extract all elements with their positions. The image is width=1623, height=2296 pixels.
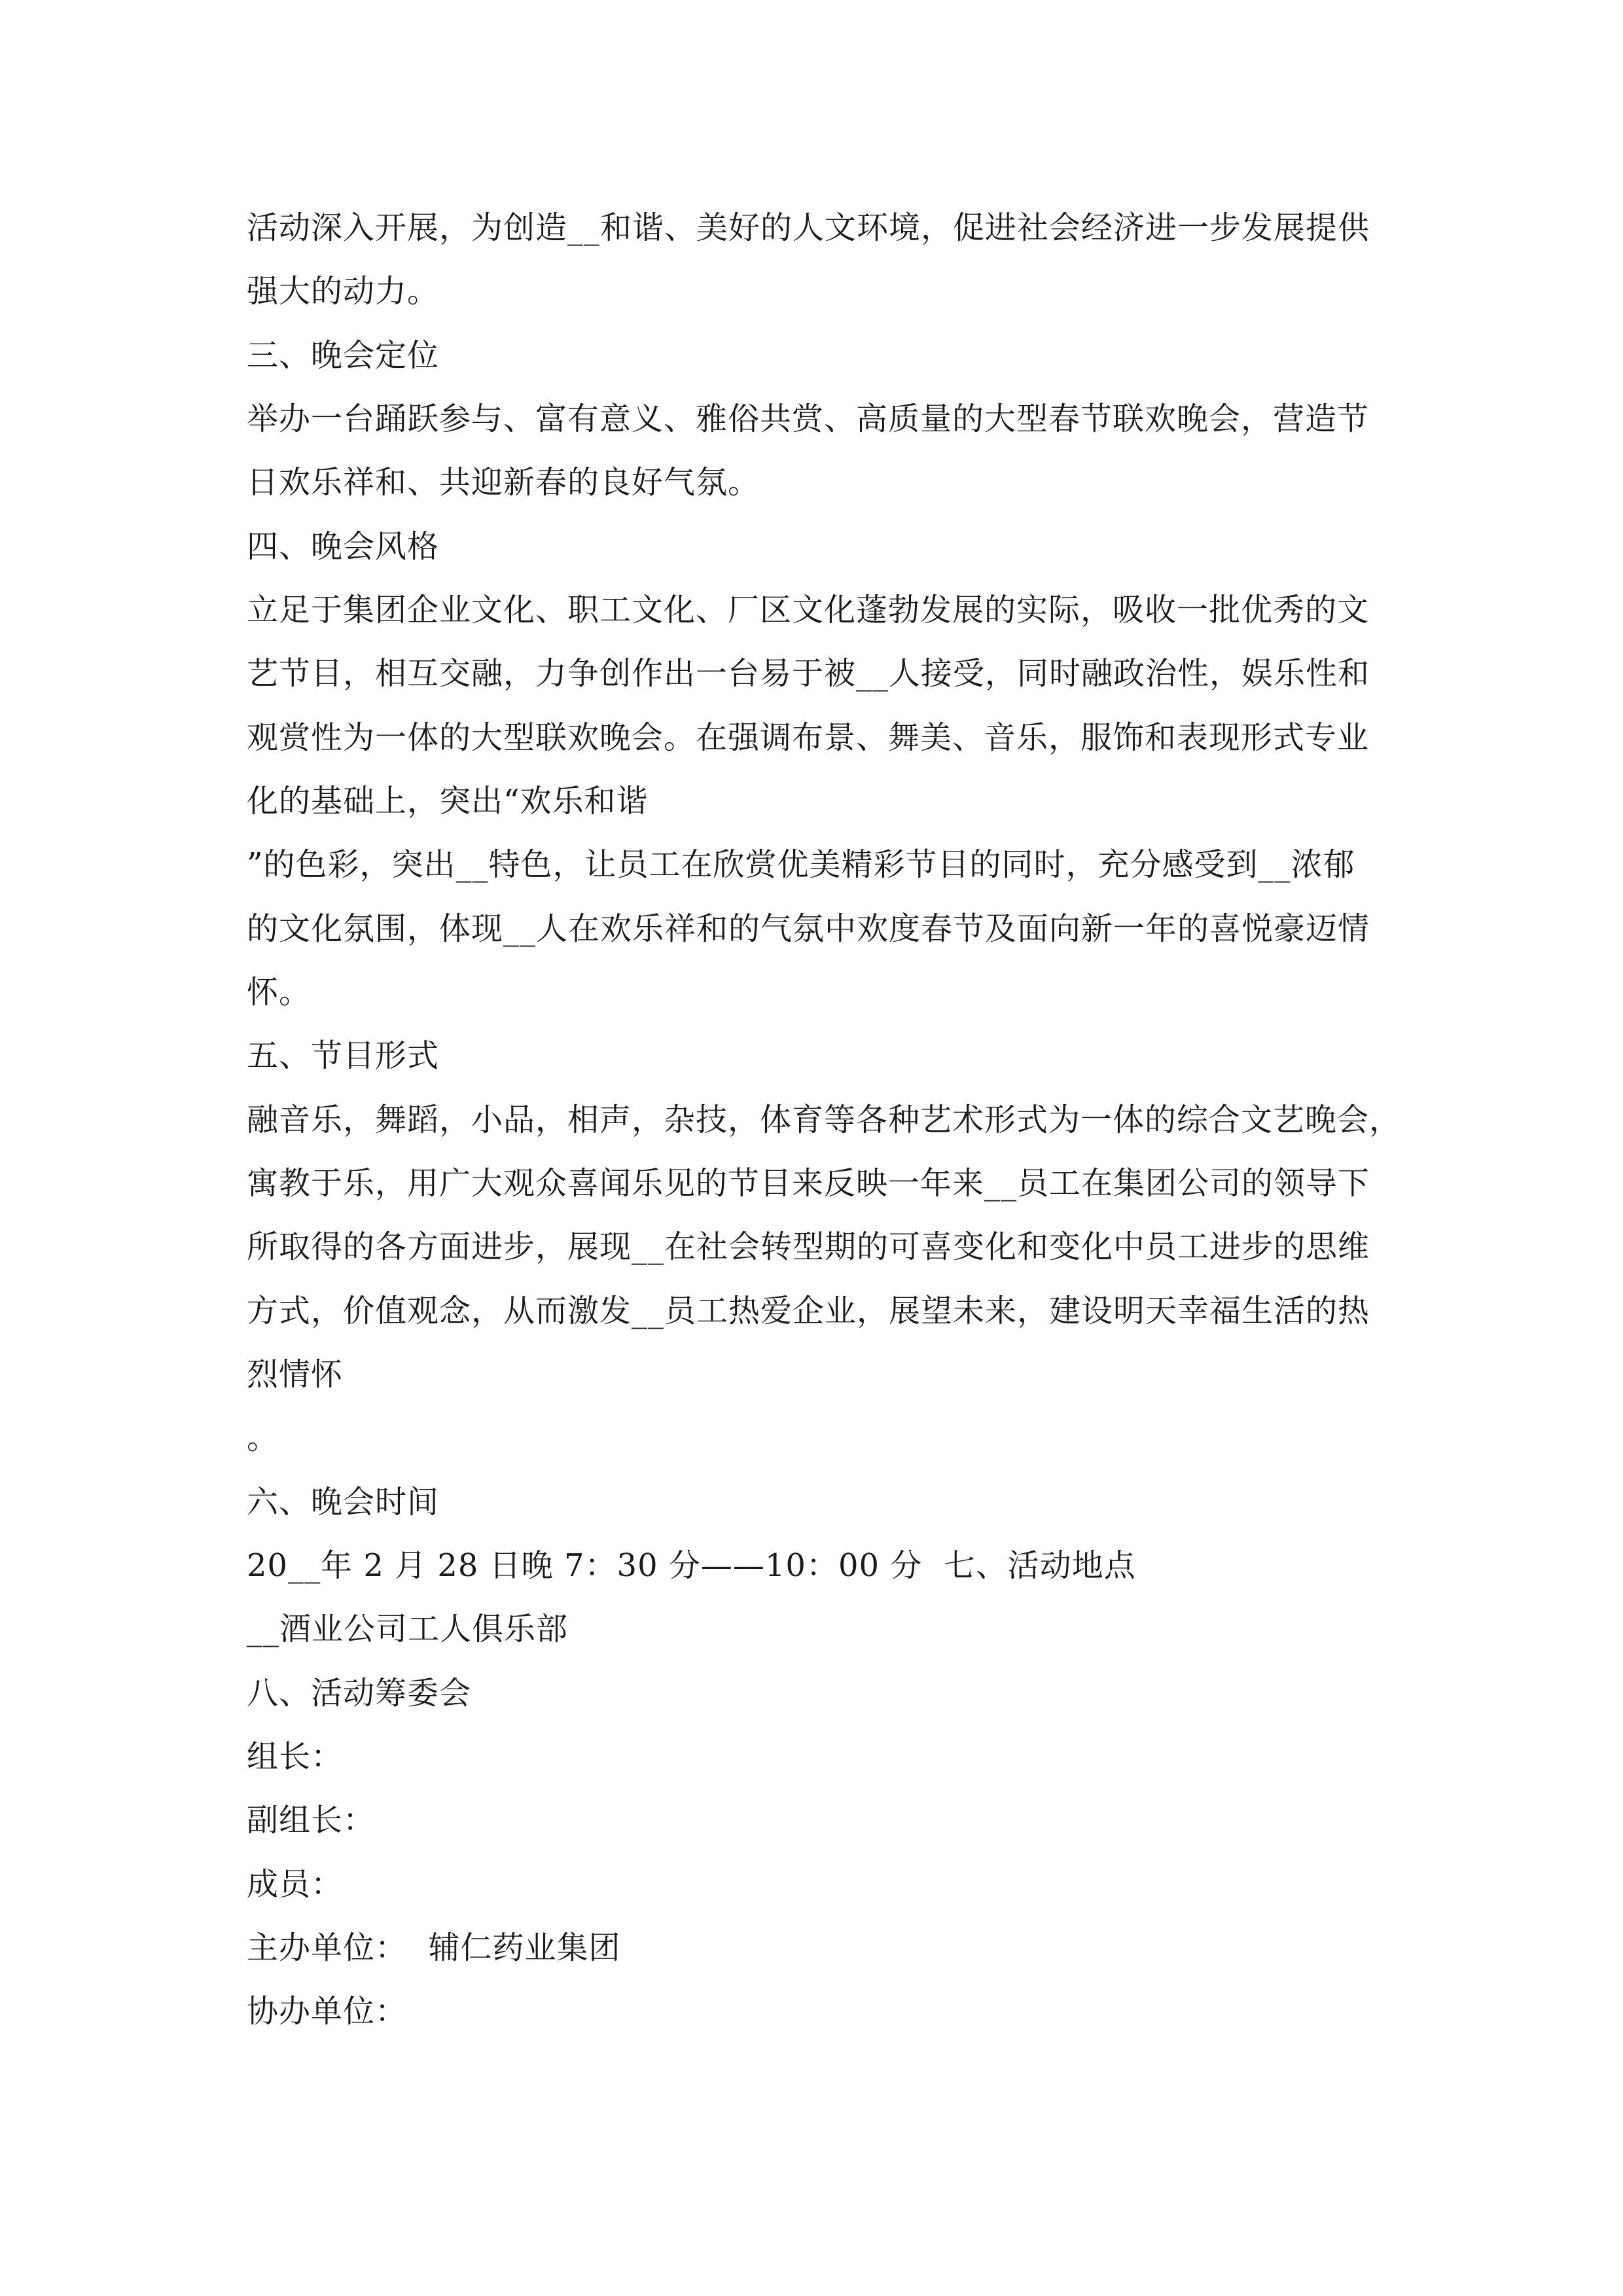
body-text-line: 烈情怀 — [247, 1356, 344, 1393]
field-label: 主办单位： 辅仁药业集团 — [247, 1929, 621, 1966]
section-heading: 五、节目形式 — [247, 1037, 440, 1074]
section-heading: 六、晚会时间 — [247, 1484, 440, 1520]
body-text-line: ”的色彩，突出__特色，让员工在欣赏优美精彩节目的同时，充分感受到__浓郁 — [247, 846, 1355, 883]
body-text-line: 立足于集团企业文化、职工文化、厂区文化蓬勃发展的实际，吸收一批优秀的文 — [247, 592, 1370, 628]
field-label: 组长： — [247, 1738, 344, 1775]
body-text-line: 所取得的各方面进步，展现__在社会转型期的可喜变化和变化中员工进步的思维 — [247, 1229, 1370, 1265]
field-label: 副组长： — [247, 1802, 376, 1839]
field-label: 协办单位： — [247, 1993, 408, 2030]
body-text-line: 的文化氛围，体现__人在欢乐祥和的气氛中欢度春节及面向新一年的喜悦豪迈情 — [247, 910, 1370, 947]
body-text-line: 融音乐，舞蹈，小品，相声，杂技，体育等各种艺术形式为一体的综合文艺晚会， — [247, 1102, 1402, 1138]
body-text-line: 方式，价值观念，从而激发__员工热爱企业，展望未来，建设明天幸福生活的热 — [247, 1293, 1370, 1329]
section-heading: 八、活动筹委会 — [247, 1675, 472, 1712]
body-text-line: 日欢乐祥和、共迎新春的良好气氛。 — [247, 464, 760, 501]
body-text-line: 举办一台踊跃参与、富有意义、雅俗共赏、高质量的大型春节联欢晚会，营造节 — [247, 401, 1370, 437]
section-heading: 三、晚会定位 — [247, 337, 440, 374]
body-text-line: 活动深入开展，为创造__和谐、美好的人文环境，促进社会经济进一步发展提供 — [247, 209, 1370, 246]
body-text-line: 艺节目，相互交融，力争创作出一台易于被__人接受，同时融政治性，娱乐性和 — [247, 655, 1370, 692]
body-text-line: 化的基础上，突出“欢乐和谐 — [247, 783, 649, 819]
body-text-line: 寓教于乐，用广大观众喜闻乐见的节目来反映一年来__员工在集团公司的领导下 — [247, 1165, 1370, 1202]
body-text-line: 20__年 2 月 28 日晚 7：30 分——10：00 分 七、活动地点 — [247, 1547, 1136, 1584]
body-text-line: 怀。 — [247, 974, 312, 1011]
section-heading: 四、晚会风格 — [247, 528, 440, 565]
body-text-line: 观赏性为一体的大型联欢晚会。在强调布景、舞美、音乐，服饰和表现形式专业 — [247, 719, 1370, 756]
field-label: 成员： — [247, 1866, 344, 1903]
body-text-line: 强大的动力。 — [247, 273, 440, 310]
body-text-line: __酒业公司工人俱乐部 — [247, 1611, 569, 1647]
body-text-line: 。 — [247, 1420, 279, 1456]
